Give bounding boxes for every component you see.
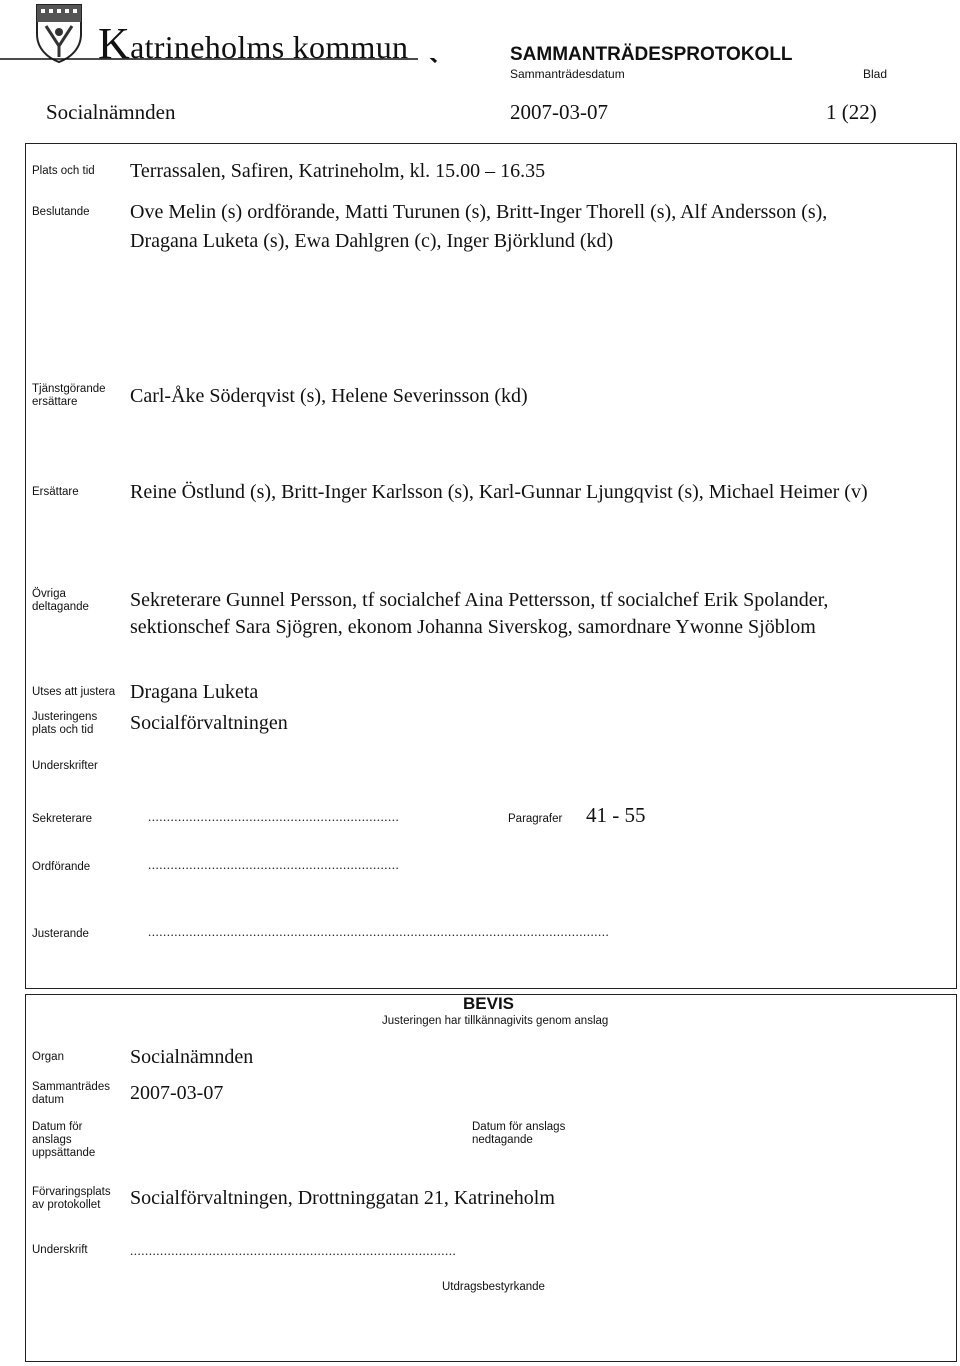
page-count: 1 (22) bbox=[826, 100, 877, 124]
serving-substitutes-label bbox=[32, 383, 106, 409]
adjuster-value: Dragana Luketa bbox=[130, 681, 259, 703]
other-participants-label bbox=[32, 588, 89, 614]
signatures-title: Underskrifter bbox=[32, 760, 98, 772]
deciders-line-2: Dragana Luketa (s), Ewa Dahlgren (c), Inger Björklund (kd) bbox=[130, 230, 614, 252]
adjuster-sign-label: Justerande bbox=[32, 928, 89, 940]
posted-label-line-3: uppsättande bbox=[32, 1147, 96, 1159]
deciders-line-1: Ove Melin (s) ordförande, Matti Turunen (s), Britt-Inger Thorell (s), Alf Andersson (s), bbox=[130, 201, 828, 223]
substitutes-label: Ersättare bbox=[32, 486, 79, 498]
adjust-place-value: Socialförvaltningen bbox=[130, 712, 288, 734]
certificate-subtitle: Justeringen har tillkännagivits genom anslag bbox=[382, 1015, 609, 1027]
adjuster-signature-line: ........................................................................................................................... bbox=[148, 924, 610, 939]
others-line-1: Sekreterare Gunnel Persson, tf socialchef Aina Pettersson, tf socialchef Erik Spolander, bbox=[130, 589, 829, 611]
others-line-2: sektionschef Sara Sjögren, ekonom Johanna Siverskog, samordnare Ywonne Sjöblom bbox=[130, 616, 816, 638]
others-label-line-2: deltagande bbox=[32, 601, 89, 613]
extract-certification-label: Utdragsbestyrkande bbox=[442, 1281, 545, 1293]
adjust-place-label-line-1: Justeringens bbox=[32, 711, 98, 723]
certificate-date-label-line-2: datum bbox=[32, 1094, 64, 1106]
organization-initial: K bbox=[98, 19, 131, 68]
removed-label-line-2: nedtagande bbox=[472, 1134, 533, 1146]
chair-signature-line: ................................................................... bbox=[148, 857, 400, 872]
posted-label-line-1: Datum för bbox=[32, 1121, 83, 1133]
others-label-line-1: Övriga bbox=[32, 588, 66, 600]
organ-label: Organ bbox=[32, 1051, 64, 1063]
paragraphs-label: Paragrafer bbox=[508, 813, 563, 825]
signature-label: Underskrift bbox=[32, 1244, 88, 1256]
document-type: SAMMANTRÄDESPROTOKOLL bbox=[510, 44, 793, 65]
certificate-title: BEVIS bbox=[463, 994, 515, 1013]
adjust-place-label bbox=[32, 711, 97, 737]
certificate-date-value: 2007-03-07 bbox=[130, 1082, 224, 1104]
meeting-date-label: Sammanträdesdatum bbox=[510, 67, 625, 81]
posted-date-label bbox=[32, 1121, 95, 1160]
storage-value: Socialförvaltningen, Drottninggatan 21, Katrineholm bbox=[130, 1187, 555, 1209]
storage-label bbox=[32, 1186, 111, 1212]
committee-name: Socialnämnden bbox=[46, 100, 176, 124]
deciders-label: Beslutande bbox=[32, 206, 90, 218]
chair-label: Ordförande bbox=[32, 861, 91, 873]
storage-label-line-2: av protokollet bbox=[32, 1199, 101, 1211]
removed-date-label bbox=[472, 1121, 565, 1147]
organization-name-rest: atrineholms kommun bbox=[130, 29, 409, 65]
adjust-place-label-line-2: plats och tid bbox=[32, 724, 94, 736]
place-value: Terrassalen, Safiren, Katrineholm, kl. 15.00 – 16.35 bbox=[130, 160, 546, 182]
certificate-date-label-line-1: Sammanträdes bbox=[32, 1081, 110, 1093]
organ-value: Socialnämnden bbox=[130, 1046, 254, 1068]
storage-label-line-1: Förvaringsplats bbox=[32, 1186, 111, 1198]
substitutes-value: Reine Östlund (s), Britt-Inger Karlsson (s), Karl-Gunnar Ljungqvist (s), Michael Heimer (v) bbox=[130, 481, 868, 503]
serving-label-line-1: Tjänstgörande bbox=[32, 383, 106, 395]
posted-label-line-2: anslags bbox=[32, 1134, 72, 1146]
certificate-date-label bbox=[32, 1081, 110, 1107]
meeting-date: 2007-03-07 bbox=[510, 100, 608, 124]
serving-label-line-2: ersättare bbox=[32, 396, 78, 408]
coat-of-arms-icon bbox=[34, 2, 84, 64]
serving-substitutes-value: Carl-Åke Söderqvist (s), Helene Severinsson (kd) bbox=[130, 385, 528, 407]
adjuster-label: Utses att justera bbox=[32, 686, 116, 698]
place-label: Plats och tid bbox=[32, 165, 95, 177]
certificate-signature-line: ....................................................................................... bbox=[130, 1243, 457, 1258]
page-label: Blad bbox=[863, 67, 888, 81]
secretary-label: Sekreterare bbox=[32, 813, 93, 825]
secretary-signature-line: ................................................................... bbox=[148, 809, 400, 824]
paragraphs-value: 41 - 55 bbox=[586, 803, 646, 827]
removed-label-line-1: Datum för anslags bbox=[472, 1121, 566, 1133]
